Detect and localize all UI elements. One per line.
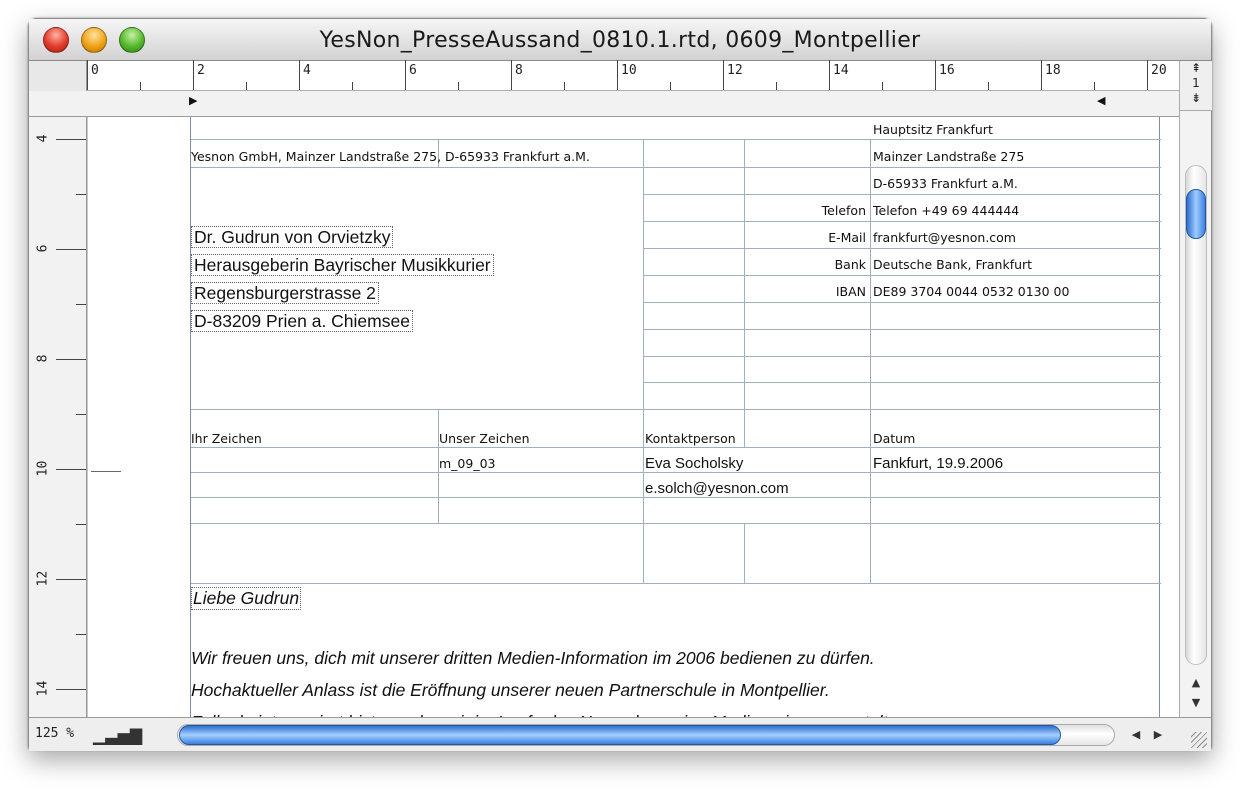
page-edge xyxy=(87,117,88,717)
company-phone: Telefon +49 69 444444 xyxy=(873,203,1020,218)
ruler-number: 10 xyxy=(35,460,51,477)
page-up-icon[interactable]: ⇞ xyxy=(1190,61,1202,75)
status-bar xyxy=(29,717,1211,751)
grid-line xyxy=(643,194,1161,195)
document-window xyxy=(28,18,1212,750)
ruler-tick xyxy=(56,139,86,140)
header-unser-zeichen: Unser Zeichen xyxy=(439,431,530,446)
letter-document[interactable] xyxy=(190,117,1160,717)
kontakt-email: e.solch@yesnon.com xyxy=(645,480,789,497)
right-margin-marker-icon[interactable]: ◀ xyxy=(1097,94,1106,107)
scroll-down-arrow-icon[interactable]: ▼ xyxy=(1191,696,1201,709)
left-margin-marker-icon[interactable]: ▶ xyxy=(189,94,198,107)
grid-line xyxy=(643,248,1161,249)
ruler-tick xyxy=(76,304,86,305)
ruler-number: 8 xyxy=(515,63,523,78)
paragraph-line[interactable]: Hochaktueller Anlass ist die Eröffnung unserer neuen Partnerschule in Montpellier. xyxy=(191,680,830,700)
ruler-number: 12 xyxy=(35,570,51,587)
ruler-tick xyxy=(246,82,247,90)
kontakt-name: Eva Socholsky xyxy=(645,455,744,472)
ruler-tick xyxy=(56,689,86,690)
ruler-number: 6 xyxy=(35,244,51,253)
ruler-tick xyxy=(76,634,86,635)
ruler-tick xyxy=(56,249,86,250)
grid-line xyxy=(191,472,1161,473)
grid-line xyxy=(643,275,1161,276)
title-bar[interactable] xyxy=(29,19,1211,61)
page-navigator[interactable] xyxy=(1180,61,1212,111)
ruler-tick xyxy=(829,60,830,90)
ruler-number: 2 xyxy=(197,63,205,78)
grid-line xyxy=(643,356,1161,357)
grid-line xyxy=(744,523,745,583)
company-city: D-65933 Frankfurt a.M. xyxy=(873,176,1018,191)
recipient-title[interactable]: Herausgeberin Bayrischer Musikkurier xyxy=(191,254,494,276)
grid-line xyxy=(643,221,1161,222)
page-indicator: 1 xyxy=(1192,76,1200,90)
grid-line xyxy=(643,302,1161,303)
ruler-tick xyxy=(564,82,565,90)
grid-line xyxy=(191,139,1161,140)
ruler-number: 6 xyxy=(409,63,417,78)
grid-line xyxy=(643,139,644,583)
ruler-tick xyxy=(193,60,194,90)
ruler-tick xyxy=(723,60,724,90)
ruler-tick xyxy=(511,60,512,90)
ruler-tick xyxy=(352,82,353,90)
ruler-tick xyxy=(76,414,86,415)
ruler-number: 4 xyxy=(303,63,311,78)
window-title: YesNon_PresseAussand_0810.1.rtd, 0609_Montpellier xyxy=(319,28,921,53)
label-telefon: Telefon xyxy=(821,203,866,218)
ruler-tick xyxy=(988,82,989,90)
horizontal-ruler[interactable] xyxy=(29,61,1181,117)
ruler-tick xyxy=(140,82,141,90)
ruler-tick xyxy=(299,60,300,90)
ruler-number: 16 xyxy=(939,63,955,78)
horizontal-scroll-thumb[interactable] xyxy=(179,725,1061,745)
ruler-tick xyxy=(882,82,883,90)
ruler-tick xyxy=(776,82,777,90)
datum-value: Fankfurt, 19.9.2006 xyxy=(873,455,1004,472)
zoom-level[interactable]: 125 % xyxy=(35,726,75,741)
company-email: frankfurt@yesnon.com xyxy=(873,230,1016,245)
company-iban: DE89 3704 0044 0532 0130 00 xyxy=(873,284,1070,299)
grid-line xyxy=(191,447,1161,448)
ruler-tick xyxy=(1094,82,1095,90)
ruler-number: 10 xyxy=(621,63,637,78)
scroll-left-arrow-icon[interactable]: ◀ xyxy=(1131,728,1141,741)
grid-line xyxy=(191,523,1161,524)
ruler-tick xyxy=(76,194,86,195)
ruler-number: 4 xyxy=(35,134,51,143)
ruler-number: 12 xyxy=(727,63,743,78)
resize-grip-icon[interactable] xyxy=(1191,732,1207,748)
scroll-track[interactable] xyxy=(1185,165,1207,665)
scroll-right-arrow-icon[interactable]: ▶ xyxy=(1153,728,1163,741)
recipient-city[interactable]: D-83209 Prien a. Chiemsee xyxy=(191,310,413,332)
ruler-tick xyxy=(458,82,459,90)
ruler-tick xyxy=(617,60,618,90)
fold-mark xyxy=(91,471,121,472)
ruler-tick xyxy=(76,524,86,525)
label-bank: Bank xyxy=(834,257,866,272)
ruler-tick xyxy=(56,469,86,470)
ruler-number: 0 xyxy=(91,63,99,78)
grid-line xyxy=(191,497,1161,498)
ruler-tick xyxy=(670,82,671,90)
scroll-thumb[interactable] xyxy=(1186,189,1206,239)
ruler-corner xyxy=(29,61,87,91)
paragraph-line[interactable]: Wir freuen uns, dich mit unserer dritten Medien-Information im 2006 bedienen zu dürfen. xyxy=(191,648,875,668)
company-bank: Deutsche Bank, Frankfurt xyxy=(873,257,1033,272)
ruler-tick xyxy=(935,60,936,90)
ruler-number: 18 xyxy=(1045,63,1061,78)
grid-line xyxy=(643,329,1161,330)
unser-zeichen-value: m_09_03 xyxy=(439,456,496,471)
vertical-ruler[interactable] xyxy=(29,117,87,717)
header-ihr-zeichen: Ihr Zeichen xyxy=(191,431,262,446)
zoom-slider-icon[interactable]: ▁▃▅▇ xyxy=(93,726,143,745)
ruler-tick xyxy=(1041,60,1042,90)
company-hq: Hauptsitz Frankfurt xyxy=(873,122,993,137)
document-page[interactable] xyxy=(87,117,1181,717)
recipient-name[interactable]: Dr. Gudrun von Orvietzky xyxy=(191,226,393,248)
page-down-icon[interactable]: ⇟ xyxy=(1190,91,1202,105)
ruler-tick xyxy=(87,60,88,90)
ruler-tick xyxy=(405,60,406,90)
company-street: Mainzer Landstraße 275 xyxy=(873,149,1025,164)
sender-line: Yesnon GmbH, Mainzer Landstraße 275, D-65933 Frankfurt a.M. xyxy=(191,149,590,164)
ruler-tick xyxy=(56,359,86,360)
ruler-number: 14 xyxy=(833,63,849,78)
scroll-up-arrow-icon[interactable]: ▲ xyxy=(1191,676,1201,689)
salutation[interactable]: Liebe Gudrun xyxy=(193,588,300,608)
grid-line xyxy=(191,167,643,168)
recipient-street[interactable]: Regensburgerstrasse 2 xyxy=(191,282,379,304)
label-email: E-Mail xyxy=(828,230,866,245)
grid-line xyxy=(870,139,871,583)
grid-line xyxy=(191,583,1161,584)
label-iban: IBAN xyxy=(835,284,866,299)
ruler-tick xyxy=(1147,60,1148,90)
grid-line xyxy=(191,409,1161,410)
grid-line xyxy=(643,382,1161,383)
ruler-tick xyxy=(56,579,86,580)
header-datum: Datum xyxy=(873,431,916,446)
grid-line xyxy=(643,167,1161,168)
ruler-number: 8 xyxy=(35,354,51,363)
ruler-number: 20 xyxy=(1151,63,1167,78)
ruler-strip[interactable] xyxy=(87,61,1181,91)
vertical-scrollbar[interactable] xyxy=(1179,61,1211,717)
ruler-number: 14 xyxy=(35,680,51,697)
header-kontaktperson: Kontaktperson xyxy=(645,431,736,446)
